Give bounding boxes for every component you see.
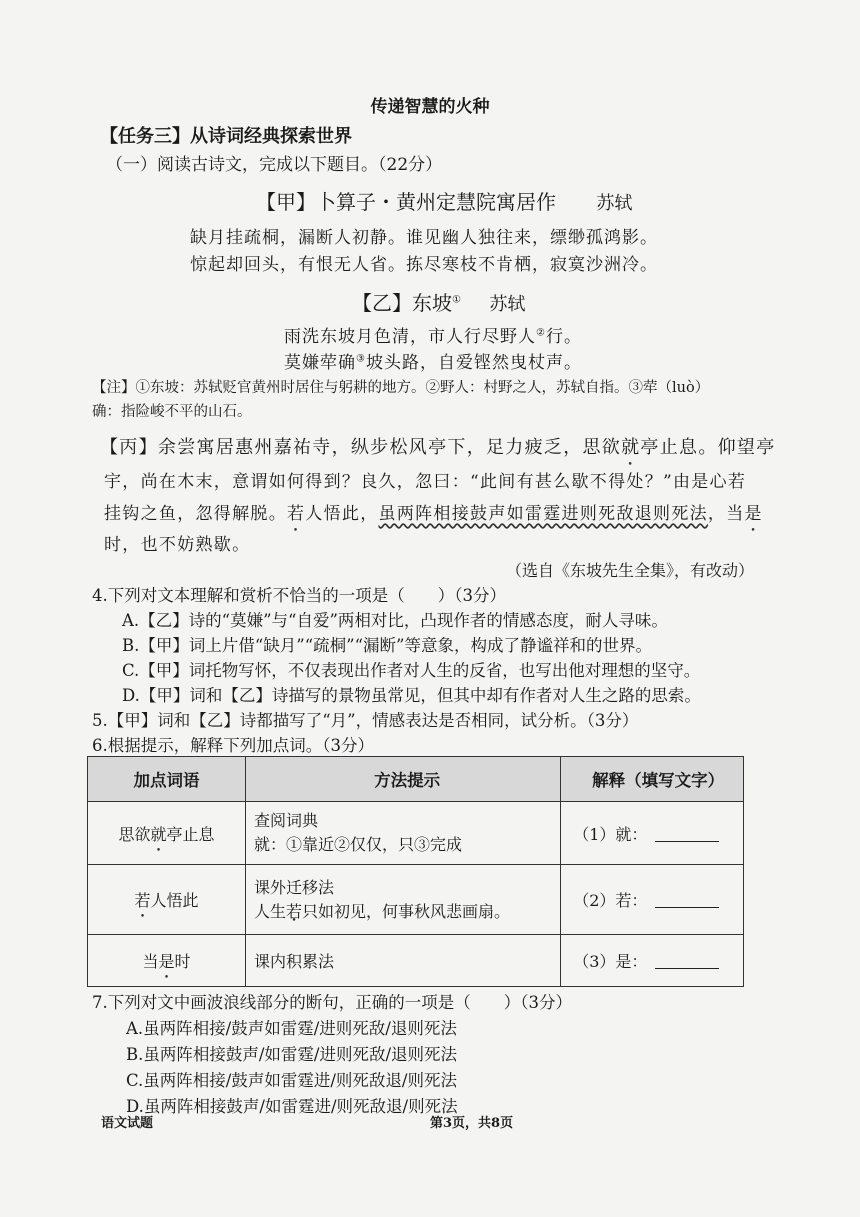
q6-word-2 [88, 865, 246, 935]
q6-word-2b: 人悟此 [150, 891, 199, 910]
poem-yi-author: 苏轼 [489, 294, 526, 315]
note-line-2: 确：指险峻不平的山石。 [92, 404, 252, 420]
poem-yi-line-1 [284, 322, 582, 347]
q6-word-3-dot: 是 [158, 952, 175, 971]
q7-option-a: A.虽两阵相接/鼓声如雷霆/进则死敌/退则死法 [126, 1019, 457, 1038]
q6-method-2-hint-dot: 若 [285, 901, 302, 921]
section-intro: （一）阅读古诗文，完成以下题目。（22分） [106, 155, 443, 175]
q6-table-header [88, 757, 744, 802]
q6-word-1 [88, 802, 246, 865]
q6-word-3 [88, 935, 246, 987]
q6-answer-3-blank[interactable] [655, 968, 719, 969]
bing-wavy-sentence: 虽两阵相接鼓声如雷霆进则死敌退则死法 [378, 504, 708, 524]
q6-answer-2[interactable] [561, 865, 744, 935]
q6-method-3: 课内积累法 [245, 935, 560, 987]
poem-jia-title-text: 【甲】卜算子・黄州定慧院寓居作 [256, 190, 556, 214]
q6-word-3a: 当 [142, 952, 159, 971]
bing-dotted-ruo: 若 [287, 504, 306, 524]
poem-yi-title-text: 【乙】东坡 [352, 291, 452, 315]
q7-stem: 7.下列对文中画波浪线部分的断句，正确的一项是（ ）（3分） [92, 993, 572, 1012]
q7-option-d: D.虽两阵相接鼓声/如雷霆进/则死敌退/则死法 [126, 1097, 458, 1116]
poem-yi-title-note: ① [452, 294, 461, 306]
poem-yi-line-2b: 坡头路，自爱铿然曳杖声。 [365, 353, 582, 373]
q6-method-2-hint-b: 只如初见，何事秋风悲画扇。 [302, 901, 511, 921]
task-heading: 【任务三】从诗词经典探索世界 [100, 126, 352, 147]
poem-yi-line-2 [284, 348, 582, 373]
q6-method-1-hint: 就：①靠近②仅仅，只③完成 [253, 835, 462, 854]
q6-header-answer: 解释（填写文字） [561, 757, 744, 802]
q6-method-2-hint-a: 人生 [253, 901, 286, 921]
q6-method-1-name: 查阅词典 [253, 811, 318, 830]
q7-option-c: C.虽两阵相接/鼓声如雷霆进/则死敌退/则死法 [126, 1071, 457, 1090]
q6-word-1a: 思欲 [118, 824, 151, 844]
q6-header-method: 方法提示 [245, 757, 560, 802]
footer-subject: 语文试题 [101, 1116, 154, 1131]
poem-jia-author: 苏轼 [596, 193, 633, 214]
q6-method-2-hint [254, 900, 560, 924]
q6-answer-2-label: （2）若： [573, 891, 648, 910]
poem-yi-line-2-note: ③ [356, 353, 366, 365]
bing-line-3a: 挂钩之鱼，忽得解脱。 [104, 504, 287, 524]
q6-table [87, 756, 744, 987]
bing-source: （选自《东坡先生全集》，有改动） [506, 561, 755, 580]
q6-answer-2-blank[interactable] [655, 907, 719, 908]
bing-line-1b: 亭止息。仰望亭 [640, 437, 776, 458]
bing-dotted-jiu: 就 [621, 437, 641, 458]
bing-line-2: 宇，尚在木末，意谓如何得到？良久，忽曰：“此间有甚么歇不得处？”由是心若 [104, 472, 747, 492]
poem-yi-line-1-note: ② [536, 327, 546, 339]
q6-word-1-dot: 就 [150, 824, 167, 844]
q6-method-2 [245, 865, 560, 935]
bing-line-1 [100, 433, 776, 459]
q6-answer-1-blank[interactable] [655, 841, 719, 842]
q6-stem: 6.根据提示，解释下列加点词。（3分） [92, 736, 374, 755]
poem-yi-line-1a: 雨洗东坡月色清，市人行尽野人 [284, 327, 536, 347]
q6-word-3b: 时 [174, 952, 191, 971]
poem-yi-line-1b: 行。 [545, 327, 582, 347]
page-title: 传递智慧的火种 [370, 97, 490, 117]
q6-header-word: 加点词语 [88, 757, 246, 802]
q4-option-a: A.【乙】诗的“莫嫌”与“自爱”两相对比，凸现作者的情感态度，耐人寻味。 [122, 611, 668, 630]
poem-jia-line-2: 惊起却回头，有恨无人省。拣尽寒枝不肯栖，寂寞沙洲冷。 [190, 255, 658, 275]
poem-jia-line-1: 缺月挂疏桐，漏断人初静。谁见幽人独往来，缥缈孤鸿影。 [190, 228, 658, 248]
note-line-1: 【注】①东坡：苏轼贬官黄州时居住与躬耕的地方。②野人：村野之人，苏轼自指。③荦（luò） [92, 380, 710, 396]
bing-dotted-shi: 是 [744, 504, 763, 524]
q6-word-2-dot: 若 [134, 891, 151, 910]
bing-line-1a: 【丙】余尝寓居惠州嘉祐寺，纵步松风亭下，足力疲乏，思欲 [100, 437, 622, 458]
q7-option-b: B.虽两阵相接鼓声/如雷霆/进则死敌/退则死法 [126, 1045, 458, 1064]
q4-option-c: C.【甲】词托物写怀，不仅表现出作者对人生的反省，也写出他对理想的坚守。 [122, 661, 701, 680]
q4-stem: 4.下列对文本理解和赏析不恰当的一项是（ ）（3分） [92, 586, 506, 605]
table-row [88, 935, 744, 987]
q5-stem: 5.【甲】词和【乙】诗都描写了“月”，情感表达是否相同，试分析。（3分） [92, 711, 639, 730]
q6-word-1b: 亭止息 [166, 824, 215, 844]
table-row [88, 802, 744, 865]
q6-answer-3[interactable] [561, 935, 744, 987]
q4-option-d: D.【甲】词和【乙】诗描写的景物虽常见，但其中却有作者对人生之路的思索。 [122, 686, 701, 705]
q6-answer-3-label: （3）是： [573, 952, 648, 971]
q6-method-1 [245, 802, 560, 865]
poem-yi-line-2a: 莫嫌荦确 [284, 353, 356, 373]
bing-line-3c: 人悟此， [305, 504, 379, 524]
bing-line-3 [104, 499, 763, 524]
poem-jia-title [256, 186, 632, 215]
footer-page-number: 第3页，共8页 [430, 1116, 514, 1131]
bing-line-4: 时，也不妨熟歇。 [104, 535, 251, 555]
q4-option-b: B.【甲】词上片借“缺月”“疏桐”“漏断”等意象，构成了静谧祥和的世界。 [122, 636, 652, 655]
table-row [88, 865, 744, 935]
q6-answer-1[interactable] [561, 802, 744, 865]
poem-yi-title [352, 287, 525, 316]
q6-answer-1-label: （1）就： [573, 824, 648, 844]
q6-method-2-name: 课外迁移法 [253, 877, 334, 897]
bing-line-3d: ，当 [707, 504, 745, 524]
